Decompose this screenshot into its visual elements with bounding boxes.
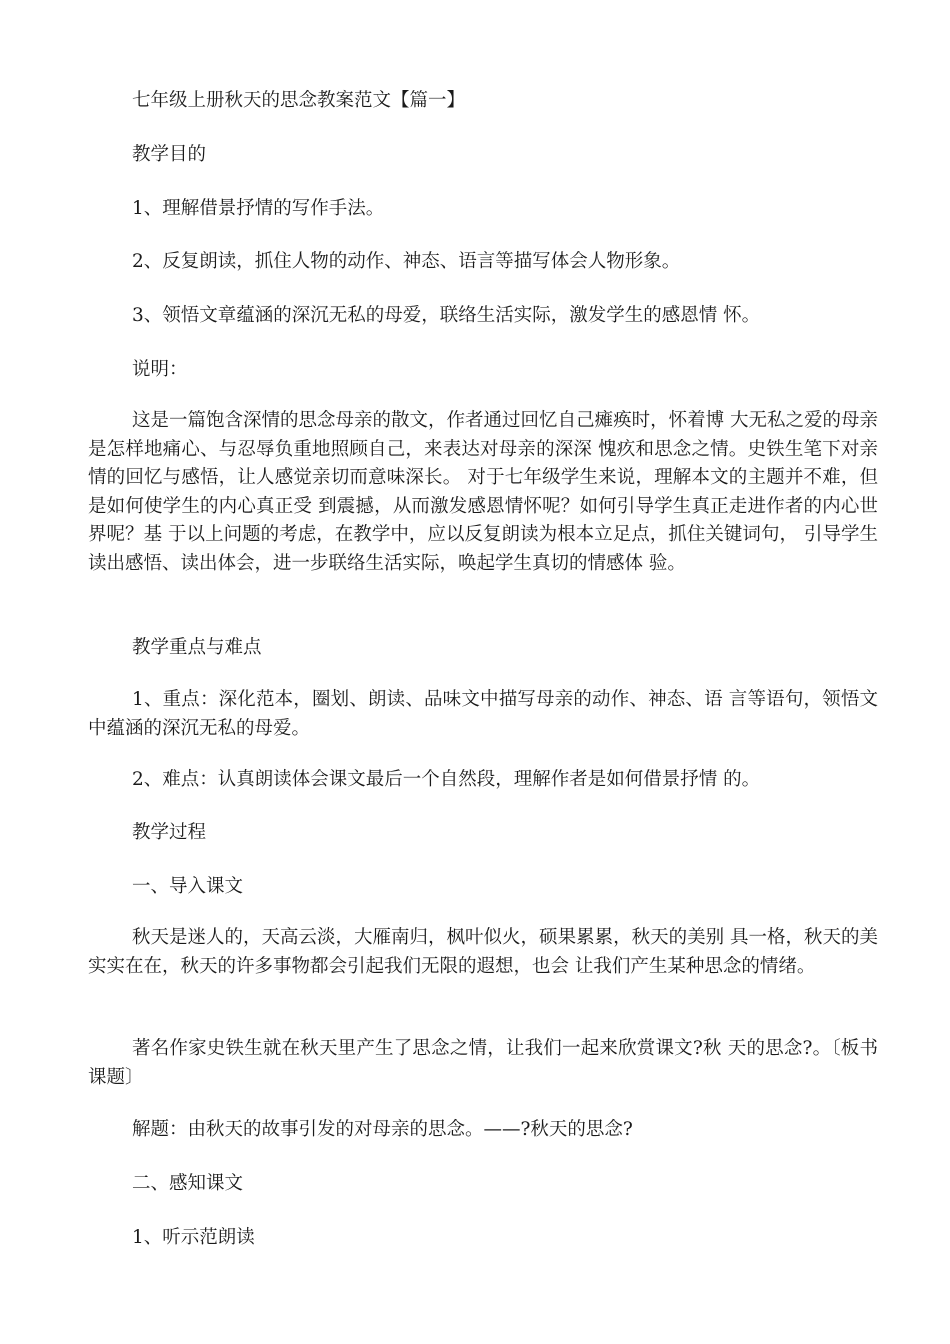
- heading-teaching-process: 教学过程: [132, 822, 207, 843]
- heading-explanation: 说明：: [132, 359, 188, 380]
- author-paragraph: 著名作家史铁生就在秋天里产生了思念之情，让我们一起来欣赏课文?秋 天的思念?。〔板书课题〕: [88, 1038, 878, 1088]
- step-item-1: 1、听示范朗读: [132, 1227, 255, 1248]
- key-point-1: 1、重点：深化范本，圈划、朗读、品味文中描写母亲的动作、神态、语 言等语句，领悟文中蕴涵的深沉无私的母爱。: [88, 689, 878, 739]
- heading-teaching-goals: 教学目的: [132, 144, 207, 165]
- section-1-heading: 一、导入课文: [132, 876, 244, 897]
- heading-key-difficult-points: 教学重点与难点: [132, 637, 262, 658]
- document-title: 七年级上册秋天的思念教案范文【篇一】: [132, 90, 466, 111]
- key-point-2: 2、难点：认真朗读体会课文最后一个自然段，理解作者是如何借景抒情 的。: [132, 769, 761, 790]
- goal-item-3: 3、领悟文章蕴涵的深沉无私的母爱，联络生活实际，激发学生的感恩情 怀。: [132, 305, 761, 326]
- goal-item-1: 1、理解借景抒情的写作手法。: [132, 198, 385, 219]
- section-2-heading: 二、感知课文: [132, 1173, 244, 1194]
- intro-paragraph: 秋天是迷人的，天高云淡，大雁南归，枫叶似火，硕果累累，秋天的美别 具一格，秋天的美实实在在，秋天的许多事物都会引起我们无限的遐想，也会 让我们产生某种思念的情绪。: [88, 927, 878, 977]
- explanation-paragraph: 这是一篇饱含深情的思念母亲的散文，作者通过回忆自己瘫痪时，怀着博 大无私之爱的母亲是怎样地痛心、与忍辱负重地照顾自己，来表达对母亲的深深 愧疚和思念之情。史铁生笔下对亲情的回忆与感悟，让人感觉亲切而意味深长。 对于七年级学生来说，理解本文的主题并不难，但是如何使学生的内心真正受 到震撼，从而激发感恩情怀呢？如何引导学生真正走进作者的内心世界呢？基 于以上问题的考虑，在教学中，应以反复朗读为根本立足点，抓住关键词句， 引导学生读出感悟、读出体会，进一步联络生活实际，唤起学生真切的情感体 验。: [88, 410, 878, 574]
- title-explanation: 解题：由秋天的故事引发的对母亲的思念。——?秋天的思念?: [132, 1119, 633, 1140]
- goal-item-2: 2、反复朗读，抓住人物的动作、神态、语言等描写体会人物形象。: [132, 251, 681, 272]
